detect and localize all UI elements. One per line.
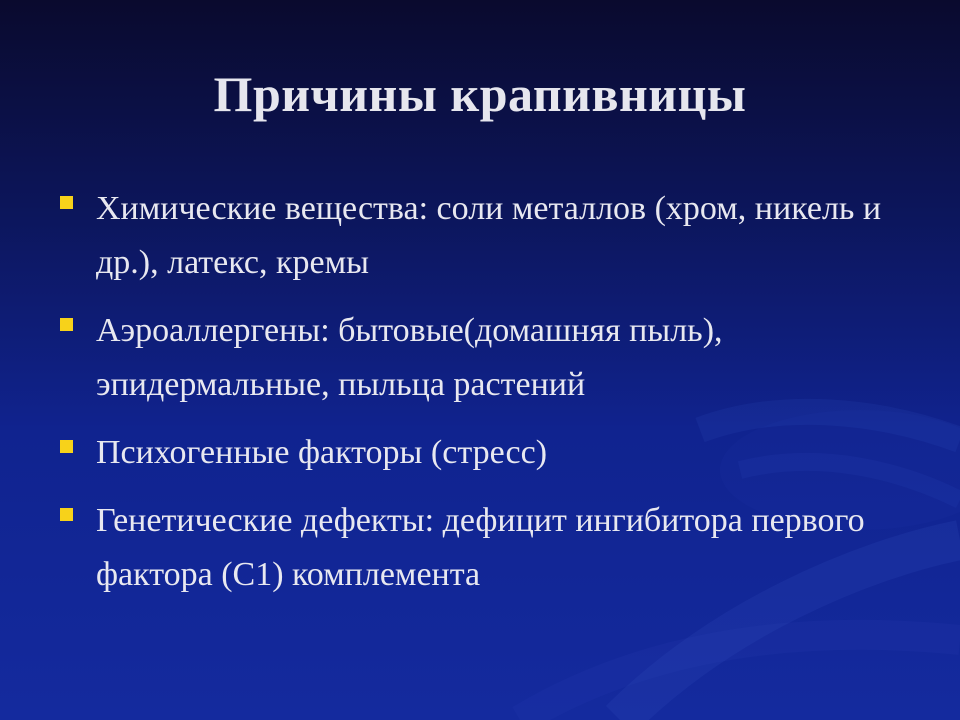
bullet-item-aeroallergens — [60, 304, 910, 412]
square-bullet-icon — [60, 318, 73, 331]
square-bullet-icon — [60, 440, 73, 453]
slide-title: Причины крапивницы — [213, 66, 747, 122]
bullet-text: Генетические дефекты: дефицит ингибитора первого фактора (С1) комплемента — [96, 502, 865, 593]
bullet-item-chemicals — [60, 182, 910, 290]
bullet-text: Аэроаллергены: бытовые(домашняя пыль), эпидермальные, пыльца растений — [96, 312, 723, 403]
bullet-item-genetic — [60, 494, 910, 602]
bullet-text: Психогенные факторы (стресс) — [96, 434, 548, 471]
bullet-item-psychogenic — [60, 426, 910, 480]
square-bullet-icon — [60, 196, 73, 209]
square-bullet-icon — [60, 508, 73, 521]
bullet-list — [60, 182, 910, 616]
bullet-text: Химические вещества: соли металлов (хром, никель и др.), латекс, кремы — [96, 190, 882, 281]
